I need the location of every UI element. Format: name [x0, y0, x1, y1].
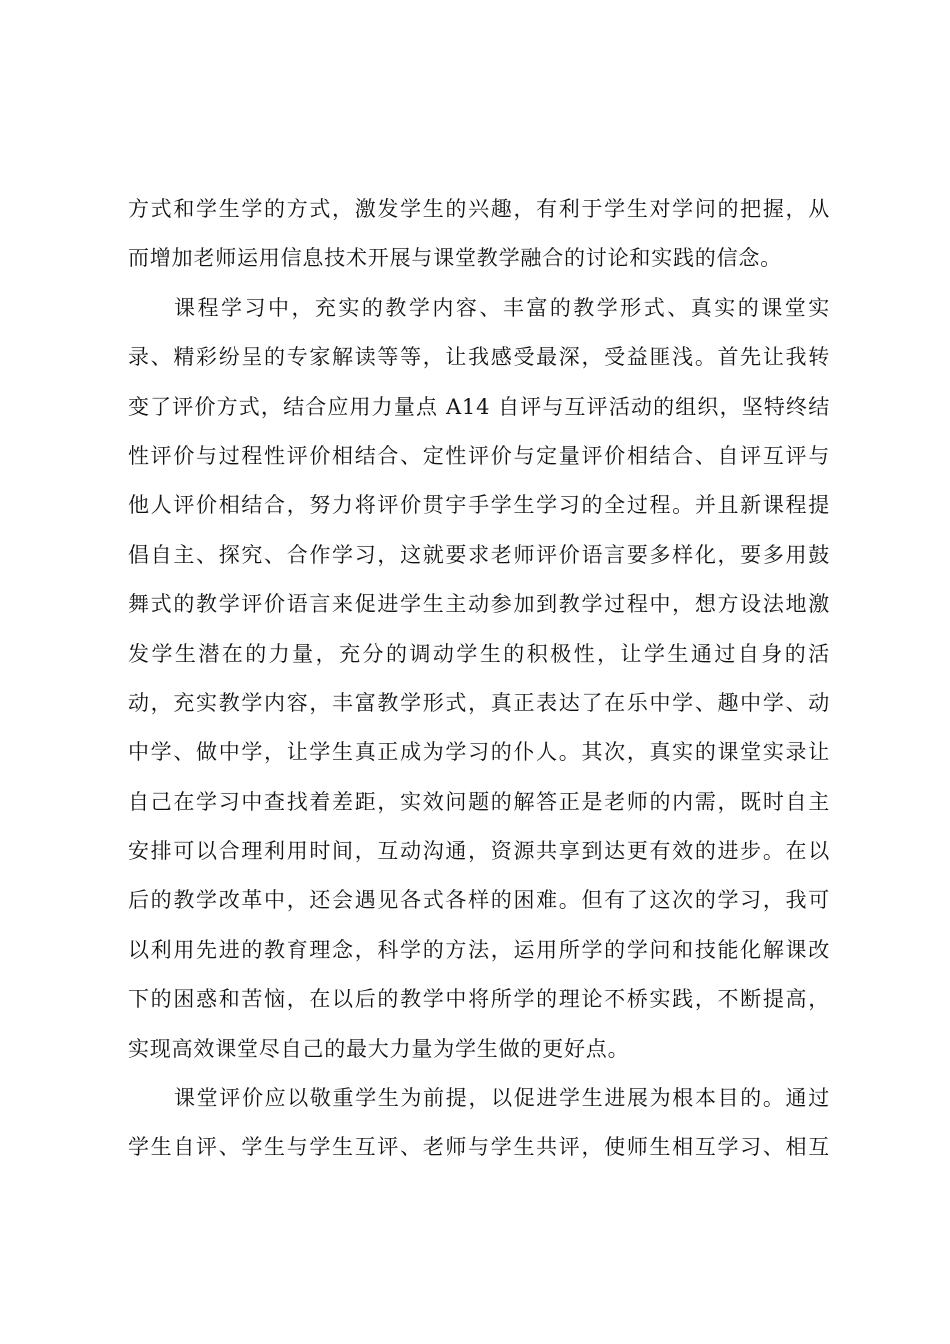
text-line: 后的教学改革中，还会遇见各式各样的困难。但有了这次的学习，我可 — [128, 888, 830, 913]
text-line: 课堂评价应以敬重学生为前提，以促进学生进展为根本目的。通过 — [174, 1086, 830, 1111]
text-line: 倡自主、探究、合作学习，这就要求老师评价语言要多样化，要多用鼓 — [128, 542, 830, 567]
text-line: 以利用先进的教育理念，科学的方法，运用所学的学问和技能化解课改 — [128, 937, 830, 962]
text-line: 发学生潜在的力量，充分的调动学生的积极性，让学生通过自身的活 — [128, 641, 830, 666]
body-text — [128, 185, 830, 1173]
text-line: 录、精彩纷呈的专家解读等等，让我感受最深，受益匪浅。首先让我转 — [128, 345, 830, 370]
text-line: 学生自评、学生与学生互评、老师与学生共评，使师生相互学习、相互 — [128, 1135, 830, 1160]
text-line: 实现高效课堂尽自己的最大力量为学生做的更好点。 — [128, 1036, 630, 1061]
text-line: 课程学习中，充实的教学内容、丰富的教学形式、真实的课堂实 — [174, 295, 830, 320]
text-line: 他人评价相结合，努力将评价贯宇手学生学习的全过程。并且新课程提 — [128, 493, 830, 518]
text-line: 动，充实教学内容，丰富教学形式，真正表达了在乐中学、趣中学、动 — [128, 690, 830, 715]
text-line: 中学、做中学，让学生真正成为学习的仆人。其次，真实的课堂实录让 — [128, 740, 830, 765]
text-line: 而增加老师运用信息技术开展与课堂教学融合的讨论和实践的信念。 — [128, 246, 782, 271]
text-line: 自己在学习中查找着差距，实效问题的解答正是老师的内需，既时自主 — [128, 789, 830, 814]
text-line: 舞式的教学评价语言来促进学生主动参加到教学过程中，想方设法地激 — [128, 592, 830, 617]
text-line: 安排可以合理利用时间，互动沟通，资源共享到达更有效的进步。在以 — [128, 839, 830, 864]
text-line: 变了评价方式，结合应用力量点 A14 自评与互评活动的组织，坚特终结 — [128, 394, 830, 419]
text-line: 方式和学生学的方式，激发学生的兴趣，有利于学生对学问的把握，从 — [128, 197, 830, 221]
text-line: 下的困惑和苦恼，在以后的教学中将所学的理论不桥实践，不断提高， — [128, 987, 830, 1012]
text-line: 性评价与过程性评价相结合、定性评价与定量评价相结合、自评互评与 — [128, 443, 830, 468]
